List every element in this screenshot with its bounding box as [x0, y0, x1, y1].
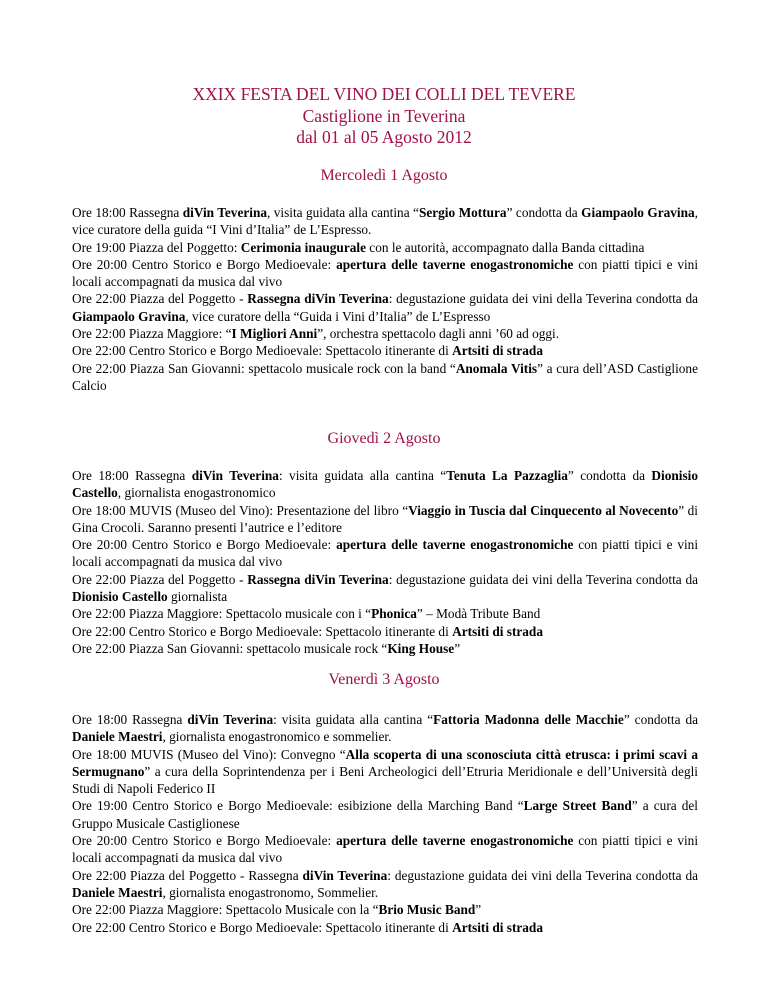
event-text: Ore 22:00 Piazza Maggiore: Spettacolo Musicale con la “	[72, 902, 379, 918]
event-highlight: Viaggio in Tuscia dal Cinquecento al Novecento	[408, 502, 679, 518]
event-text: Ore 22:00 Centro Storico e Borgo Medioevale: Spettacolo itinerante di	[72, 343, 453, 359]
event-text: Ore 20:00 Centro Storico e Borgo Medioevale:	[72, 537, 337, 553]
event-text: , giornalista enogastronomico e sommelier.	[162, 729, 392, 745]
event-highlight: diVin Teverina	[302, 867, 388, 883]
day-heading-3: Venerdì 3 Agosto	[328, 671, 440, 688]
event-text: : visita guidata alla cantina “	[278, 468, 447, 483]
event-text: ”	[475, 902, 482, 918]
event-item	[72, 605, 698, 622]
event-highlight: Cerimonia inaugurale	[240, 239, 366, 255]
event-highlight: King House	[387, 640, 455, 656]
event-text: Ore 18:00 Rassegna	[72, 205, 183, 220]
event-text: Ore 22:00 Centro Storico e Borgo Medioevale: Spettacolo itinerante di	[72, 919, 453, 935]
event-text: Ore 22:00 Piazza San Giovanni: spettacolo musicale rock con la band “	[72, 360, 456, 376]
event-highlight: I Migliori Anni	[231, 326, 318, 342]
event-item	[72, 797, 698, 832]
event-highlight: Dionisio Castello	[72, 468, 698, 501]
event-highlight: Artsiti di strada	[452, 919, 543, 935]
event-highlight: Fattoria Madonna delle Macchie	[433, 712, 624, 727]
event-text: con piatti tipici e vini locali accompagnati da musica dal vivo	[72, 256, 699, 290]
event-highlight: apertura delle taverne enogastronomiche	[336, 833, 574, 849]
day-events-1	[72, 204, 698, 394]
event-item	[72, 342, 698, 359]
event-text: Ore 19:00 Centro Storico e Borgo Medioevale: esibizione della Marching Band “	[72, 798, 524, 814]
event-item	[72, 711, 698, 746]
event-text: Ore 18:00 MUVIS (Museo del Vino): Presentazione del libro “	[72, 502, 409, 518]
event-text: ” condotta da	[567, 468, 652, 483]
event-text: ” – Modà Tribute Band	[416, 606, 541, 622]
event-highlight: Alla scoperta di una sconosciuta città etrusca: i primi scavi a Sermugnano	[72, 746, 698, 779]
day-events-3	[72, 711, 698, 936]
event-text: Ore 22:00 Piazza del Poggetto -	[72, 571, 248, 587]
event-text: Ore 18:00 Rassegna	[72, 468, 192, 483]
event-text: con piatti tipici e vini locali accompagnati da musica dal vivo	[72, 537, 699, 570]
event-text: ” di Gina Crocoli. Saranno presenti l’autrice e l’editore	[72, 502, 698, 535]
event-item	[72, 901, 698, 918]
event-text: Ore 22:00 Piazza del Poggetto - Rassegna	[72, 867, 303, 883]
event-highlight: Phonica	[371, 606, 417, 622]
event-item	[72, 536, 698, 571]
event-item	[72, 467, 698, 502]
event-text: con piatti tipici e vini locali accompagnati da musica dal vivo	[72, 833, 699, 866]
event-text: ” a cura dell’ASD Castiglione Calcio	[72, 360, 698, 393]
event-item	[72, 325, 698, 342]
event-text: ”	[454, 640, 461, 656]
event-highlight: Sergio Mottura	[418, 205, 507, 220]
event-text: , vice curatore della guida “I Vini d’Italia” de L’Espresso.	[72, 205, 698, 238]
day-heading-1: Mercoledì 1 Agosto	[320, 167, 448, 184]
event-text: Ore 22:00 Piazza San Giovanni: spettacolo musicale rock “	[72, 640, 388, 656]
event-text: Ore 22:00 Piazza Maggiore: Spettacolo musicale con i “	[72, 606, 372, 622]
event-text: ” condotta da	[623, 712, 698, 727]
festival-location: Castiglione in Teverina	[302, 105, 466, 126]
event-text: Ore 22:00 Piazza del Poggetto -	[72, 291, 248, 307]
event-highlight: Daniele Maestri	[72, 884, 163, 900]
festival-dates: dal 01 al 05 Agosto 2012	[296, 127, 472, 147]
event-highlight: Tenuta La Pazzaglia	[446, 468, 568, 483]
event-item	[72, 290, 698, 325]
event-text: , visita guidata alla cantina “	[267, 205, 419, 220]
festival-title: XXIX FESTA DEL VINO DEI COLLI DEL TEVERE	[192, 84, 576, 104]
festival-title-block	[0, 84, 768, 149]
event-text: : degustazione guidata dei vini della Teverina condotta da	[388, 291, 698, 307]
event-text: , giornalista enogastronomico	[117, 485, 276, 501]
event-item	[72, 502, 698, 537]
event-item	[72, 256, 698, 291]
event-highlight: apertura delle taverne enogastronomiche	[336, 256, 574, 272]
event-text: Ore 18:00 Rassegna	[72, 712, 188, 727]
event-highlight: Artsiti di strada	[452, 343, 543, 359]
event-text: , giornalista enogastronomo, Sommelier.	[162, 884, 379, 900]
event-text: , vice curatore della “Guida i Vini d’Italia” de L’Espresso	[185, 308, 491, 324]
event-text: : visita guidata alla cantina “	[273, 712, 434, 727]
event-text: Ore 20:00 Centro Storico e Borgo Medioevale:	[72, 833, 337, 849]
event-highlight: Anomala Vitis	[455, 360, 538, 376]
event-highlight: Artsiti di strada	[452, 623, 543, 639]
event-highlight: Brio Music Band	[378, 902, 476, 918]
event-item	[72, 640, 698, 657]
event-text: ” a cura del Gruppo Musicale Castiglionese	[72, 798, 698, 831]
event-highlight: diVin Teverina	[191, 468, 279, 483]
event-highlight: Giampaolo Gravina	[72, 308, 186, 324]
event-text: Ore 22:00 Piazza Maggiore: “	[72, 326, 232, 342]
event-text: ”, orchestra spettacolo dagli anni ’60 ad oggi.	[317, 326, 560, 342]
event-highlight: apertura delle taverne enogastronomiche	[336, 537, 574, 553]
event-item	[72, 360, 698, 395]
event-text: Ore 20:00 Centro Storico e Borgo Medioevale:	[72, 256, 337, 272]
event-item	[72, 204, 698, 239]
event-text: Ore 19:00 Piazza del Poggetto:	[72, 239, 241, 255]
event-item	[72, 746, 698, 798]
event-highlight: Giampaolo Gravina	[581, 205, 695, 220]
event-highlight: diVin Teverina	[187, 712, 274, 727]
event-item	[72, 623, 698, 640]
event-text: Ore 18:00 MUVIS (Museo del Vino): Convegno “	[72, 746, 346, 762]
event-item	[72, 239, 698, 256]
event-item	[72, 832, 698, 867]
event-text: Ore 22:00 Centro Storico e Borgo Medioevale: Spettacolo itinerante di	[72, 623, 453, 639]
event-text: ” condotta da	[506, 205, 582, 220]
day-events-2	[72, 467, 698, 657]
event-item	[72, 867, 698, 902]
event-text: : degustazione guidata dei vini della Teverina condotta da	[387, 867, 698, 883]
event-item	[72, 919, 698, 936]
event-highlight: Rassegna diVin Teverina	[247, 291, 389, 307]
event-highlight: Large Street Band	[523, 798, 632, 814]
event-highlight: diVin Teverina	[182, 205, 267, 220]
event-highlight: Dionisio Castello	[72, 589, 168, 605]
day-heading-2: Giovedì 2 Agosto	[327, 430, 441, 447]
event-text: : degustazione guidata dei vini della Teverina condotta da	[388, 571, 698, 587]
event-text: ” a cura della Soprintendenza per i Beni Archeologici dell’Etruria Meridionale e dell’Università degli Studi di Napoli Federico II	[72, 763, 698, 797]
event-text: giornalista	[167, 589, 228, 605]
event-item	[72, 571, 698, 606]
event-highlight: Daniele Maestri	[72, 729, 163, 745]
event-text: con le autorità, accompagnato dalla Banda cittadina	[365, 239, 645, 255]
event-highlight: Rassegna diVin Teverina	[247, 571, 389, 587]
